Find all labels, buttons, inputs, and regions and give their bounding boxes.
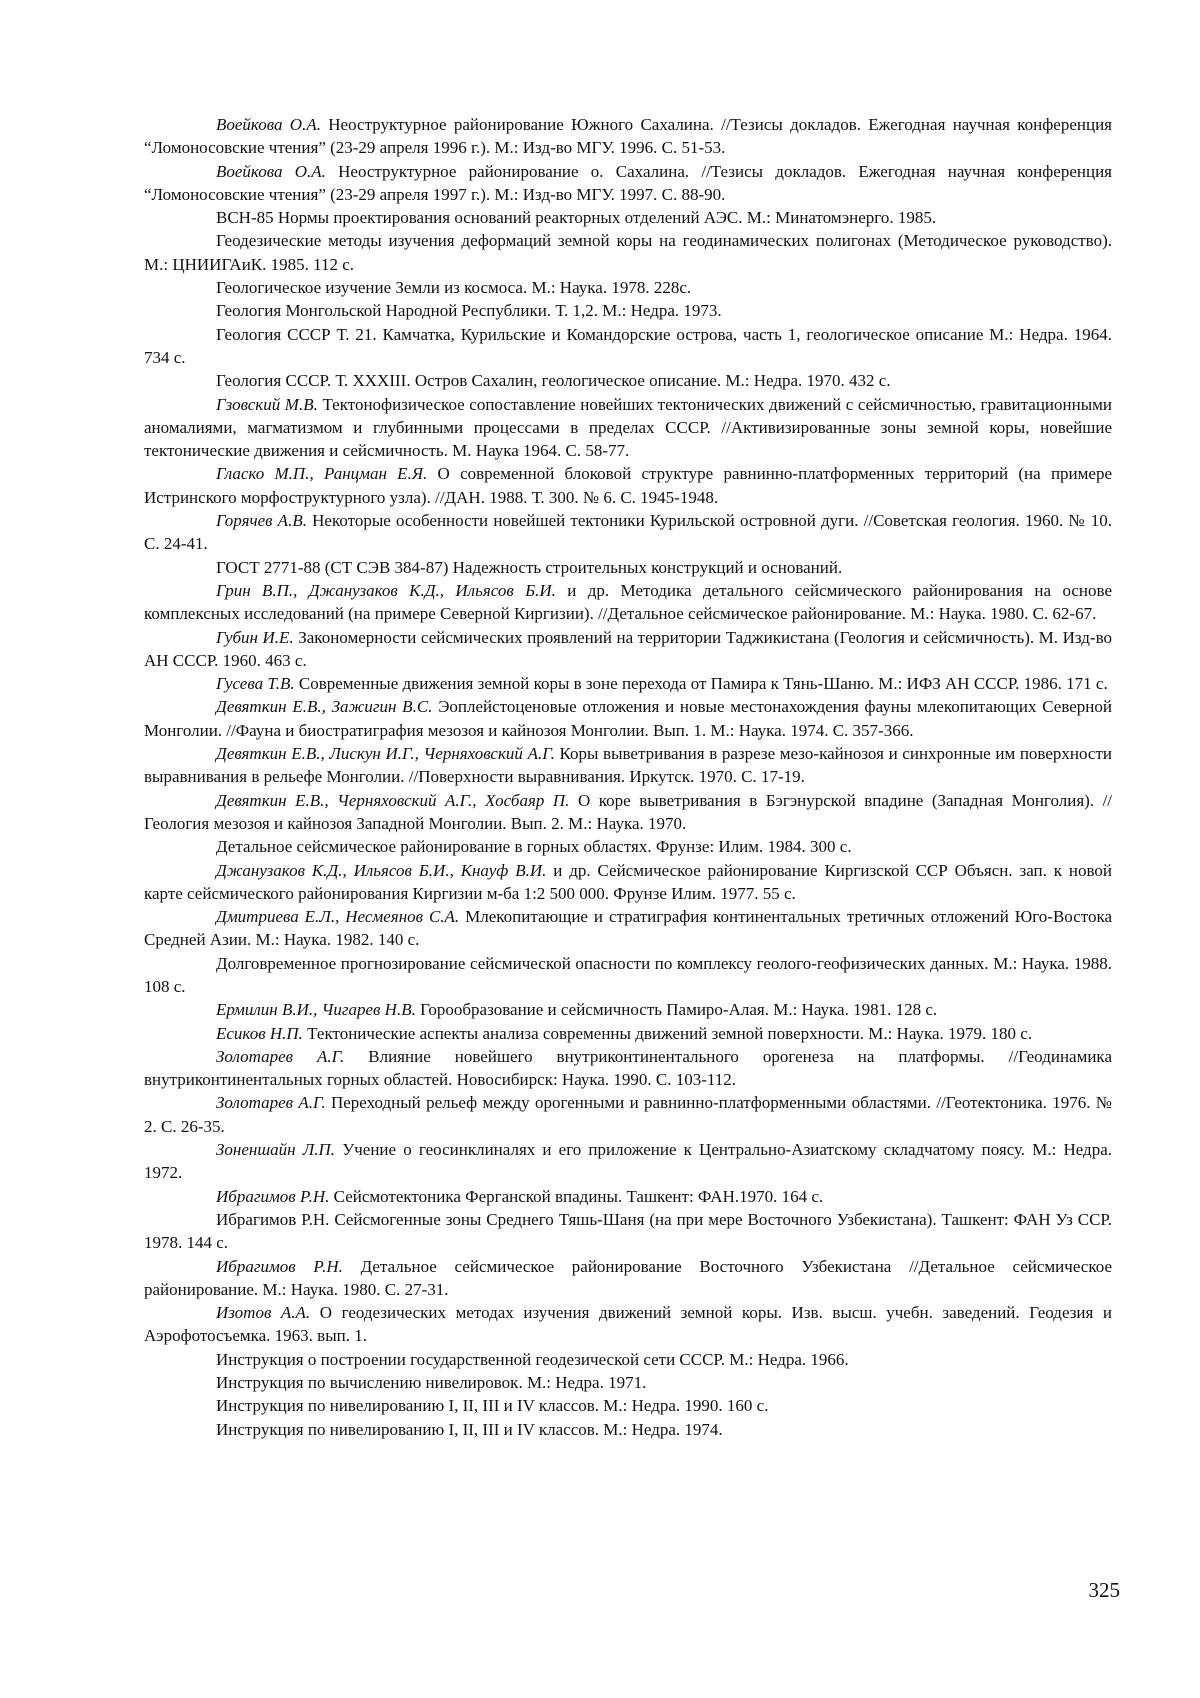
reference-text: Тектонические аспекты анализа современны движений земной поверхности. М.: Наука. 1979. 180 с.: [307, 1023, 1033, 1043]
page-number: 325: [1088, 1578, 1120, 1602]
reference-text: Горообразование и сейсмичность Памиро-Алая. М.: Наука. 1981. 128 с.: [420, 1000, 938, 1020]
reference-author: Зоненшайн Л.П.: [216, 1140, 336, 1160]
reference-entry: [144, 1418, 1112, 1441]
reference-text: Учение о геосинклиналях и его приложение к Центрально-Азиатскому складчатому поясу. М.: Недра. 1972.: [144, 1140, 1113, 1183]
reference-text: Детальное сейсмическое районирование в горных областях. Фрунзе: Илим. 1984. 300 с.: [216, 837, 852, 857]
reference-entry: [144, 1091, 1112, 1138]
reference-entry: [144, 1138, 1112, 1185]
reference-entry: [144, 1022, 1112, 1045]
reference-author: Горячев А.В.: [216, 511, 307, 531]
reference-text: Детальное сейсмическое районирование Восточного Узбекистана //Детальное сейсмическое районирование. М.: Наука. 1980. С. 27-31.: [144, 1256, 1112, 1299]
reference-entry: [144, 556, 1112, 579]
reference-author: Девяткин Е.В., Черняховский А.Г., Хосбаяр П.: [216, 790, 570, 810]
reference-text: Коры выветривания в разрезе мезо-кайнозоя и синхронные им поверхности выравнивания в рельефе Монголии. //Поверхности выравнивания. Иркутск. 1970. С. 17-19.: [144, 744, 1113, 787]
reference-text: Тектонофизическое сопоставление новейших тектонических движений с сейсмичностью, гравитационными аномалиями, магматизмом и глубинными процессами в пределах СССР. //Активизированные зоны земной коры, новейшие тектонические движения и сейсмичность. М. Наука 1964. С. 58-77.: [144, 394, 1113, 461]
reference-author: Золотарев А.Г.: [216, 1046, 345, 1066]
reference-entry: [144, 789, 1112, 836]
reference-entry: [144, 1394, 1112, 1417]
reference-text: Долговременное прогнозирование сейсмической опасности по комплексу геолого-геофизических данных. М.: Наука. 1988. 108 с.: [144, 953, 1112, 996]
reference-list: [144, 113, 1112, 1441]
reference-text: Ибрагимов Р.Н. Сейсмогенные зоны Среднего Тяшь-Шаня (на при мере Восточного Узбекистана). Ташкент: ФАН Уз ССР. 1978. 144 с.: [144, 1209, 1112, 1253]
reference-entry: [144, 672, 1112, 695]
reference-text: Геология СССР Т. 21. Камчатка, Курильские и Командорские острова, часть 1, геологическое описание М.: Недра. 1964. 734 с.: [144, 324, 1112, 367]
reference-author: Губин И.Е.: [216, 627, 294, 647]
reference-text: Влияние новейшего внутриконтинентального орогенеза на платформы. //Геодинамика внутриконтинентальных горных областей. Новосибирск: Наука. 1990. С. 103-112.: [144, 1046, 1112, 1090]
reference-entry: [144, 1255, 1112, 1302]
reference-text: Инструкция по вычислению нивелировок. М.: Недра. 1971.: [216, 1373, 647, 1393]
reference-text: ГОСТ 2771-88 (СТ СЭВ 384-87) Надежность строительных конструкций и оснований.: [216, 557, 843, 577]
reference-text: Геодезические методы изучения деформаций земной коры на геодинамических полигонах (Методическое руководство). М.: ЦНИИГАиК. 1985. 112 с.: [144, 231, 1112, 274]
reference-text: Современные движения земной коры в зоне перехода от Памира к Тянь-Шаню. М.: ИФЗ АН СССР. 1986. 171 с.: [298, 674, 1108, 694]
reference-author: Есиков Н.П.: [216, 1023, 303, 1043]
reference-entry: [144, 509, 1112, 556]
reference-text: и др. Методика детального сейсмического районирования на основе комплексных исследований (на примере Северной Киргизии). //Детальное сейсмическое районирование. М.: Наука. 1980. С. 62-67.: [144, 580, 1112, 624]
reference-entry: [144, 462, 1112, 509]
reference-text: О коре выветривания в Бэгэнурской впадине (Западная Монголия). //Геология мезозоя и кайнозоя Западной Монголии. Вып. 2. М.: Наука. 1970.: [144, 790, 1113, 833]
reference-entry: [144, 1208, 1112, 1255]
reference-author: Ибрагимов Р.Н.: [216, 1256, 343, 1276]
reference-entry: [144, 1045, 1112, 1092]
reference-text: Сейсмотектоника Ферганской впадины. Ташкент: ФАН.1970. 164 с.: [333, 1186, 824, 1206]
reference-text: О современной блоковой структуре равнинно-платформенных территорий (на примере Истринского морфоструктурного узла). //ДАН. 1988. Т. 300. № 6. С. 1945-1948.: [144, 464, 1113, 507]
reference-entry: [144, 835, 1112, 858]
reference-entry: [144, 113, 1112, 160]
reference-entry: [144, 579, 1112, 626]
reference-text: Инструкция по нивелированию I, II, III и IV классов. М.: Недра. 1974.: [216, 1419, 723, 1439]
reference-text: Инструкция по нивелированию I, II, III и IV классов. М.: Недра. 1990. 160 с.: [216, 1396, 769, 1416]
reference-author: Ермилин В.И., Чигарев Н.В.: [216, 1000, 416, 1020]
reference-author: Гласко М.П., Ранцман Е.Я.: [216, 464, 428, 484]
reference-text: Закономерности сейсмических проявлений на территории Таджикистана (Геология и сейсмичность). М. Изд-во АН СССР. 1960. 463 с.: [144, 627, 1112, 670]
reference-text: Геология СССР. Т. XXXIII. Остров Сахалин, геологическое описание. М.: Недра. 1970. 432 с.: [216, 371, 891, 391]
reference-entry: [144, 859, 1112, 906]
reference-entry: [144, 1371, 1112, 1394]
reference-text: Млекопитающие и стратиграфия континентальных третичных отложений Юго-Востока Средней Азии. М.: Наука. 1982. 140 с.: [144, 907, 1113, 950]
reference-entry: [144, 323, 1112, 370]
reference-author: Девяткин Е.В., Зажигин В.С.: [216, 697, 433, 717]
reference-author: Дмитриева Е.Л., Несмеянов С.А.: [216, 907, 460, 927]
reference-entry: [144, 695, 1112, 742]
reference-entry: [144, 160, 1112, 207]
reference-entry: [144, 1185, 1112, 1208]
reference-author: Гзовский М.В.: [216, 394, 318, 414]
reference-text: ВСН-85 Нормы проектирования оснований реакторных отделений АЭС. М.: Минатомэнерго. 1985.: [216, 208, 937, 228]
reference-entry: [144, 229, 1112, 276]
reference-entry: [144, 998, 1112, 1021]
reference-entry: [144, 626, 1112, 673]
reference-entry: [144, 742, 1112, 789]
reference-text: Инструкция о построении государственной геодезической сети СССР. М.: Недра. 1966.: [216, 1349, 849, 1369]
reference-author: Девяткин Е.В., Лискун И.Г., Черняховский А.Г.: [216, 744, 555, 764]
reference-text: Геологическое изучение Земли из космоса. М.: Наука. 1978. 228с.: [216, 278, 692, 298]
reference-entry: [144, 1301, 1112, 1348]
reference-text: и др. Сейсмическое районирование Киргизской ССР Объясн. зап. к новой карте сейсмического районирования Киргизии м-ба 1:2 500 000. Фрунзе Илим. 1977. 55 с.: [144, 860, 1112, 903]
reference-author: Джанузаков К.Д., Ильясов Б.И., Кнауф В.И.: [216, 860, 547, 880]
reference-text: О геодезических методах изучения движений земной коры. Изв. высш. учебн. заведений. Геодезия и Аэрофотосъемка. 1963. вып. 1.: [144, 1303, 1112, 1346]
reference-author: Воейкова О.А.: [216, 115, 321, 134]
reference-entry: [144, 299, 1112, 322]
reference-entry: [144, 905, 1112, 952]
reference-text: Геология Монгольской Народной Республики. Т. 1,2. М.: Недра. 1973.: [216, 301, 722, 321]
reference-entry: [144, 276, 1112, 299]
reference-entry: [144, 206, 1112, 229]
reference-text: Переходный рельеф между орогенными и равнинно-платформенными областями. //Геотектоника. 1976. № 2. С. 26-35.: [144, 1093, 1112, 1136]
reference-author: Воейкова О.А.: [216, 161, 326, 181]
reference-entry: [144, 1348, 1112, 1371]
reference-text: Некоторые особенности новейшей тектоники Курильской островной дуги. //Советская геология. 1960. № 10. С. 24-41.: [144, 511, 1113, 554]
reference-author: Грин В.П., Джанузаков К.Д., Ильясов Б.И.: [216, 580, 556, 600]
reference-entry: [144, 369, 1112, 392]
reference-text: Эоплейстоценовые отложения и новые местонахождения фауны млекопитающих Северной Монголии. //Фауна и биостратиграфия мезозоя и кайнозоя Монголии. Вып. 1. М.: Наука. 1974. С. 357-366.: [144, 697, 1113, 740]
reference-author: Изотов А.А.: [216, 1303, 311, 1323]
reference-text: Неоструктурное районирование Южного Сахалина. //Тезисы докладов. Ежегодная научная конференция “Ломоносовские чтения” (23-29 апреля 1996 г.). М.: Изд-во МГУ. 1996. С. 51-53.: [144, 115, 1112, 158]
reference-author: Гусева Т.В.: [216, 674, 295, 694]
reference-author: Ибрагимов Р.Н.: [216, 1186, 330, 1206]
reference-entry: [144, 393, 1112, 463]
reference-author: Золотарев А.Г.: [216, 1093, 326, 1113]
reference-entry: [144, 952, 1112, 999]
reference-text: Неоструктурное районирование о. Сахалина. //Тезисы докладов. Ежегодная научная конференция “Ломоносовские чтения” (23-29 апреля 1997 г.). М.: Изд-во МГУ. 1997. С. 88-90.: [144, 161, 1112, 204]
